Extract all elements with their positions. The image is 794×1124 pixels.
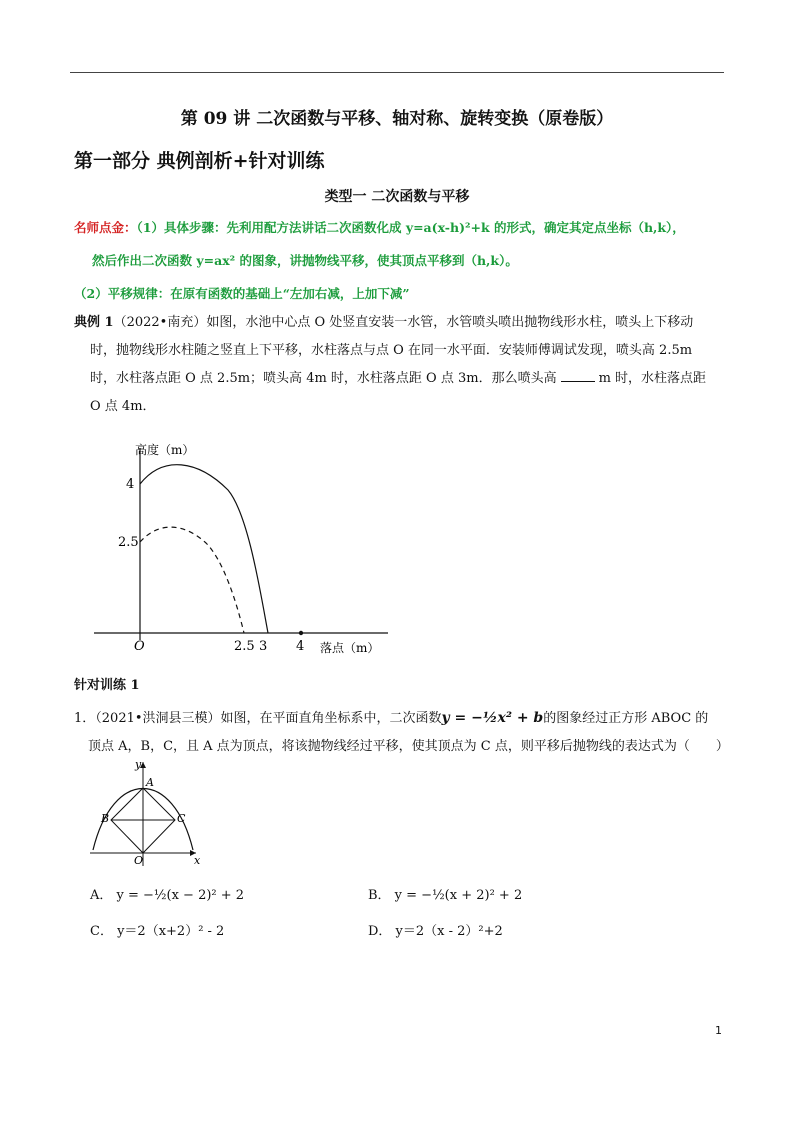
square-parabola-figure (88, 758, 208, 870)
origin-label: O (134, 639, 145, 654)
y-tick-4: 4 (126, 477, 135, 492)
label-A: A (146, 776, 154, 789)
tip-line-3: （2）平移规律：在原有函数的基础上“左加右减，上加下减” (74, 286, 410, 301)
tip-text-1: （1）具体步骤：先利用配方法讲话二次函数化成 y=a(x-h)²+k 的形式，确定其定点坐标（h,k）， (136, 220, 685, 235)
option-c[interactable]: C． y＝2（x+2）² - 2 (90, 924, 225, 939)
label-O: O (134, 854, 144, 867)
option-a[interactable]: A． y = −½(x − 2)² + 2 (90, 888, 245, 903)
example-line-2: 时，抛物线形水柱随之竖直上下平移，水柱落点与点 O 在同一水平面．安装师傅调试发现，喷头高 2.5m (90, 343, 693, 358)
point-4 (299, 631, 303, 635)
x-tick-3: 3 (259, 639, 268, 654)
page-number: 1 (715, 1024, 722, 1037)
question-line-1 (74, 704, 729, 733)
tip-label: 名师点金： (74, 220, 137, 235)
part-heading: 第一部分 典例剖析+针对训练 (74, 150, 325, 172)
question-1 (74, 704, 729, 761)
tip-line-1 (74, 218, 685, 236)
x-tick-4: 4 (296, 639, 305, 654)
page-title: 第 09 讲 二次函数与平移、轴对称、旋转变换（原卷版） (180, 109, 614, 129)
sprinkler-figure (88, 440, 398, 662)
example-line-4: O 点 4m． (90, 399, 156, 414)
y-axis-label: 高度（m） (135, 443, 195, 457)
question-suffix: 的图象经过正方形 ABOC 的 (543, 711, 709, 726)
label-B: B (101, 812, 110, 825)
question-formula: y = −½x² + b (441, 710, 544, 726)
question-line-2: 顶点 A，B，C，且 A 点为顶点，将该抛物线经过平移，使其顶点为 C 点，则平移后抛物线的表达式为（ ） (88, 739, 729, 754)
option-b[interactable]: B． y = −½(x + 2)² + 2 (368, 888, 523, 903)
training-heading: 针对训练 1 (74, 678, 140, 693)
option-d[interactable]: D． y＝2（x - 2）²+2 (368, 924, 503, 939)
tip-line-2: 然后作出二次函数 y=ax² 的图象，讲抛物线平移，使其顶点平移到（h,k）。 (92, 253, 518, 268)
header-rule (70, 72, 724, 73)
answer-blank[interactable] (561, 369, 595, 382)
example-line-3 (74, 365, 726, 393)
parabola-4m (140, 465, 268, 633)
x-axis-label: 落点（m） (320, 641, 380, 655)
example-1 (74, 309, 726, 421)
example-label: 典例 1 (74, 315, 114, 330)
question-prefix: 1．（2021•洪洞县三模）如图，在平面直角坐标系中，二次函数 (74, 711, 442, 726)
type-heading: 类型一 二次函数与平移 (324, 189, 470, 205)
label-C: C (177, 812, 186, 825)
label-x: x (194, 854, 201, 867)
x-tick-2-5: 2.5 (234, 639, 255, 654)
example-line-1 (74, 309, 726, 337)
example-text-3b: m 时，水柱落点距 (598, 371, 707, 386)
example-text-1: （2022•南充）如图，水池中心点 O 处竖直安装一水管，水管喷头喷出抛物线形水柱，喷头上下移动 (113, 315, 694, 330)
label-y: y (135, 758, 142, 771)
parabola-2-5m (140, 527, 244, 633)
example-text-3: 时，水柱落点距 O 点 2.5m；喷头高 4m 时，水柱落点距 O 点 3m．那么喷头高 (90, 371, 557, 386)
y-tick-2-5: 2.5 (118, 535, 139, 550)
